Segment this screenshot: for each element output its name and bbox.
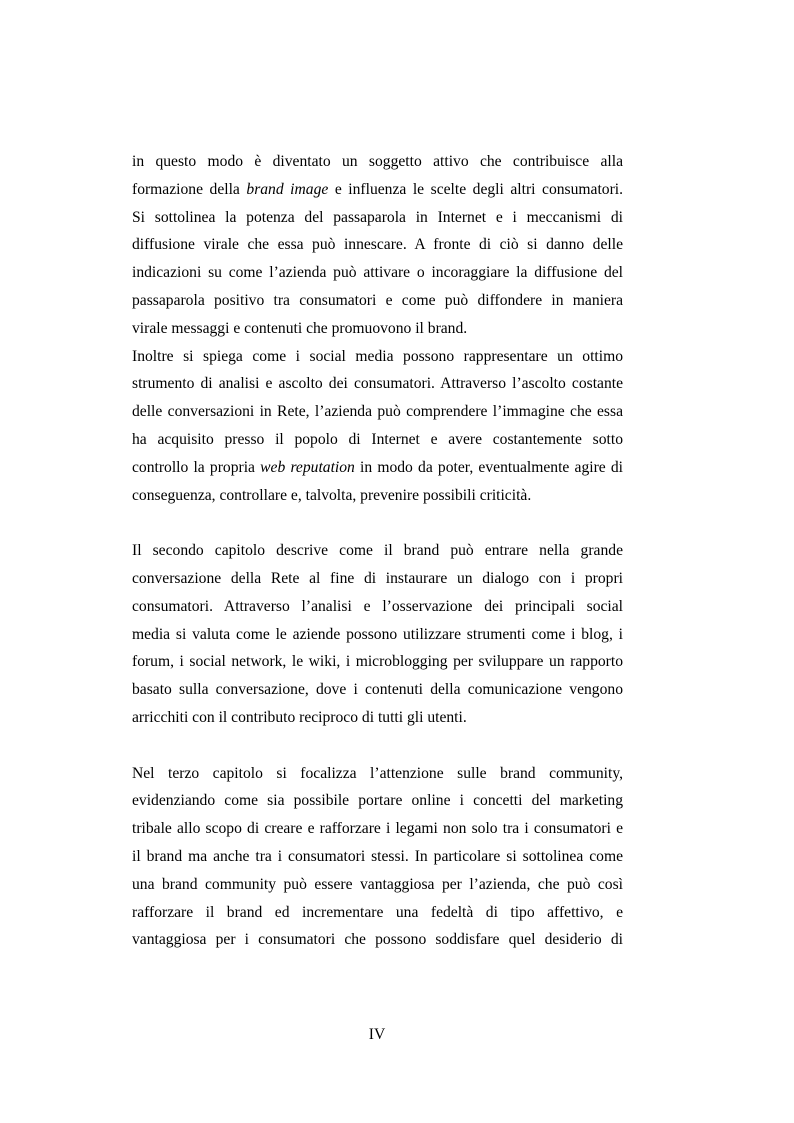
text-line: il brand ma anche tra i consumatori stessi. In particolare si sottolinea come — [132, 847, 623, 865]
text-line: passaparola positivo tra consumatori e come può diffondere in maniera — [132, 291, 623, 309]
paragraph — [132, 148, 623, 343]
text-line: formazione della brand image e influenza le scelte degli altri consumatori. — [132, 180, 624, 198]
text-line: controllo la propria web reputation in modo da poter, eventualmente agire di — [132, 458, 624, 476]
italic-term: brand image — [246, 180, 329, 198]
text-line: strumento di analisi e ascolto dei consumatori. Attraverso l’ascolto costante — [132, 375, 623, 393]
text-line: forum, i social network, le wiki, i microblogging per sviluppare un rapporto — [132, 653, 623, 671]
text-line: basato sulla conversazione, dove i contenuti della comunicazione vengono — [132, 681, 623, 699]
page-body — [132, 148, 623, 954]
text-line: Il secondo capitolo descrive come il brand può entrare nella grande — [132, 542, 623, 560]
text-line: Nel terzo capitolo si focalizza l’attenzione sulle brand community, — [132, 764, 623, 782]
text-line: tribale allo scopo di creare e rafforzare i legami non solo tra i consumatori e — [132, 820, 623, 838]
text-line: Inoltre si spiega come i social media possono rappresentare un ottimo — [132, 347, 623, 365]
text-line: indicazioni su come l’azienda può attivare o incoraggiare la diffusione del — [132, 264, 623, 282]
text-line: media si valuta come le aziende possono utilizzare strumenti come i blog, i — [132, 625, 623, 643]
text-line: virale messaggi e contenuti che promuovono il brand. — [132, 319, 468, 337]
text-line: consumatori. Attraverso l’analisi e l’osservazione dei principali social — [132, 597, 623, 615]
text-line: vantaggiosa per i consumatori che possono soddisfare quel desiderio di — [132, 931, 623, 949]
paragraph — [132, 343, 623, 510]
text-line: ha acquisito presso il popolo di Internet e avere costantemente sotto — [132, 430, 623, 448]
text-line: una brand community può essere vantaggiosa per l’azienda, che può così — [132, 875, 623, 893]
text-line: conseguenza, controllare e, talvolta, prevenire possibili criticità. — [132, 486, 532, 504]
text-line: evidenziando come sia possibile portare online i concetti del marketing — [132, 792, 623, 810]
text-line: diffusione virale che essa può innescare. A fronte di ciò si danno delle — [132, 236, 623, 254]
text-line: delle conversazioni in Rete, l’azienda può comprendere l’immagine che essa — [132, 403, 623, 421]
paragraph — [132, 537, 623, 732]
text-line: conversazione della Rete al fine di instaurare un dialogo con i propri — [132, 569, 623, 587]
text-line: Si sottolinea la potenza del passaparola in Internet e i meccanismi di — [132, 208, 623, 226]
italic-term: web reputation — [260, 458, 355, 476]
page-number: IV — [368, 1026, 386, 1043]
paragraph — [132, 760, 623, 955]
text-line: rafforzare il brand ed incrementare una fedeltà di tipo affettivo, e — [132, 903, 623, 921]
text-line: arricchiti con il contributo reciproco di tutti gli utenti. — [132, 708, 467, 726]
text-line: in questo modo è diventato un soggetto attivo che contribuisce alla — [132, 153, 623, 170]
